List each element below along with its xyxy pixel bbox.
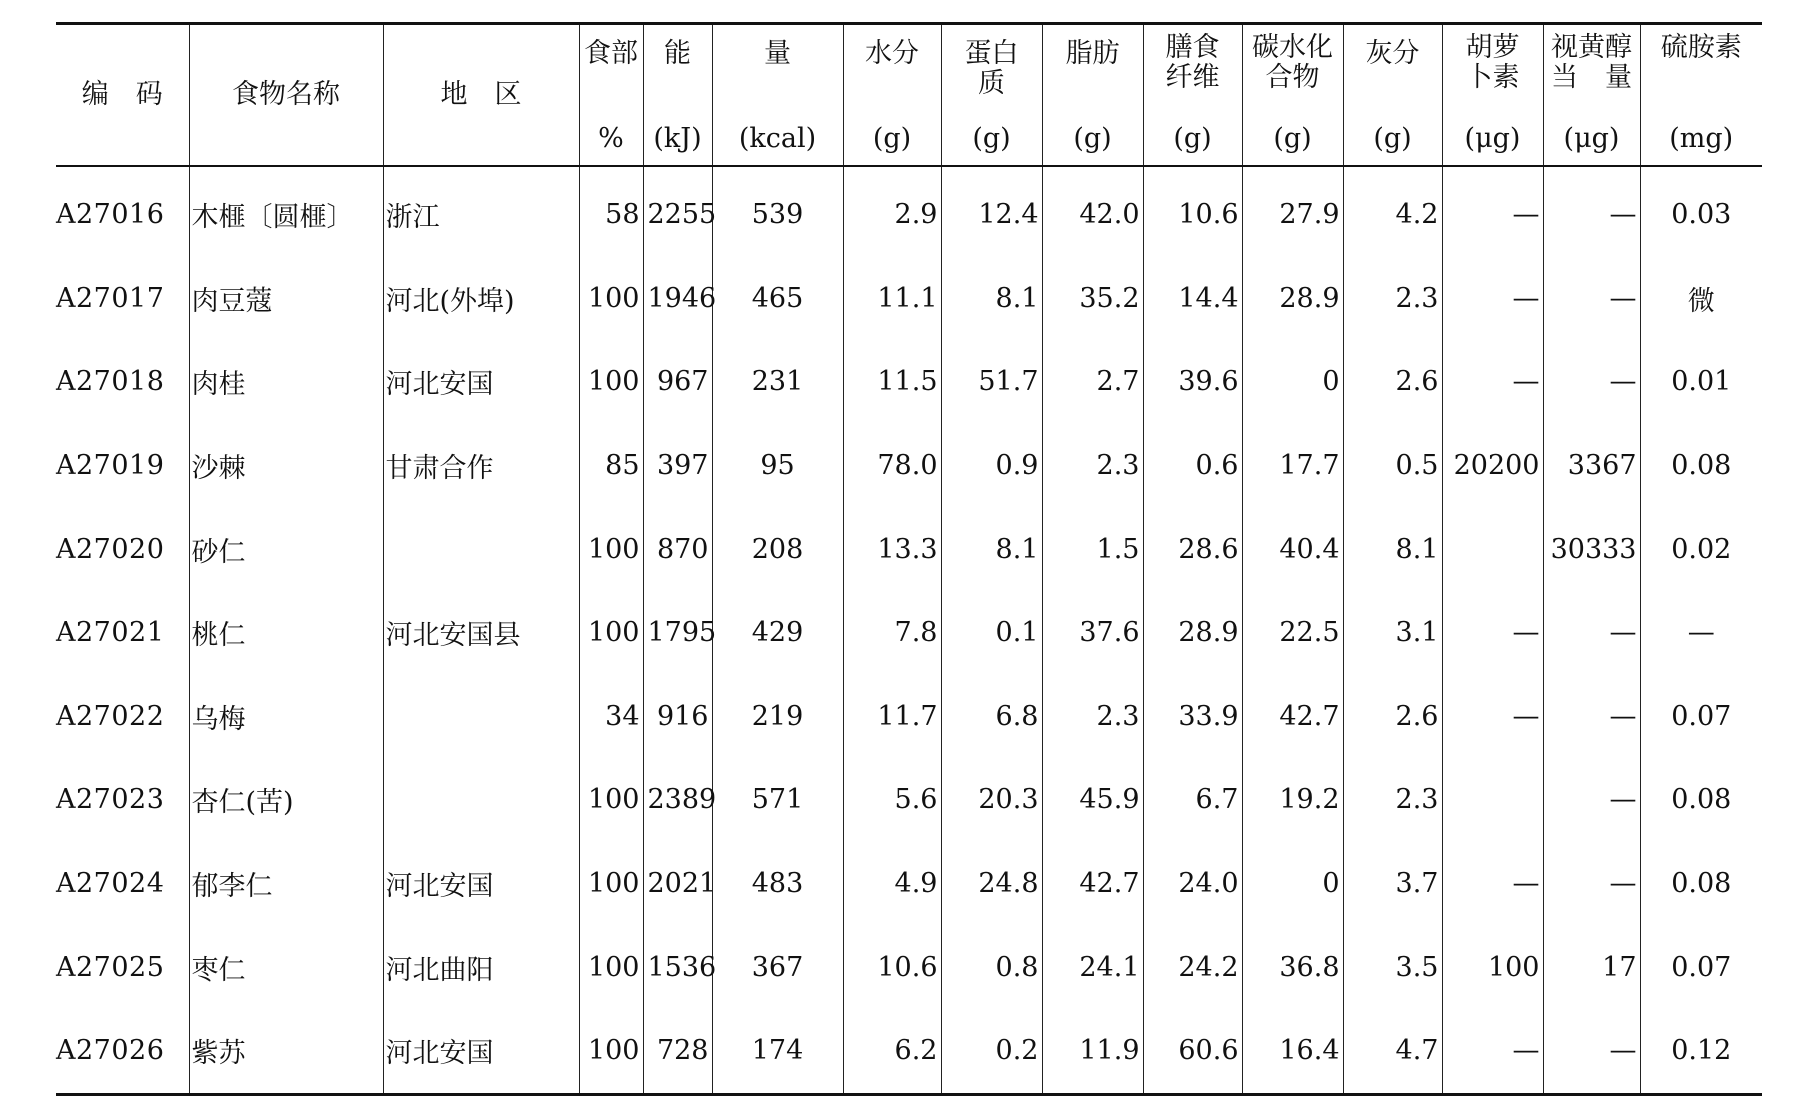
cell-fat: 1.5 bbox=[1042, 507, 1143, 591]
cell-fat: 37.6 bbox=[1042, 591, 1143, 675]
cell-fat: 2.3 bbox=[1042, 424, 1143, 508]
cell-code: A27016 bbox=[56, 199, 165, 231]
cell-retinol: — bbox=[1543, 257, 1640, 341]
header-fat-unit: (g) bbox=[1042, 113, 1143, 166]
cell-edible: 100 bbox=[579, 340, 643, 424]
cell-carb: 42.7 bbox=[1242, 675, 1343, 759]
cell-thiamine: 0.03 bbox=[1640, 166, 1762, 257]
cell-kj: 728 bbox=[643, 1009, 712, 1094]
table-row bbox=[56, 1009, 1762, 1094]
cell-carb: 19.2 bbox=[1242, 758, 1343, 842]
cell-fat: 45.9 bbox=[1042, 758, 1143, 842]
header-retinol-unit: (μg) bbox=[1543, 113, 1640, 166]
cell-region bbox=[383, 507, 579, 591]
nutrition-table bbox=[56, 22, 1762, 1096]
cell-thiamine: 0.02 bbox=[1640, 507, 1762, 591]
header-kj-unit: (kJ) bbox=[643, 113, 712, 166]
cell-ash: 4.7 bbox=[1343, 1009, 1442, 1094]
cell-kcal: 539 bbox=[712, 166, 843, 257]
cell-protein: 8.1 bbox=[941, 507, 1042, 591]
cell-fiber: 39.6 bbox=[1143, 340, 1242, 424]
cell-ash: 8.1 bbox=[1343, 507, 1442, 591]
cell-fat: 35.2 bbox=[1042, 257, 1143, 341]
cell-region bbox=[383, 675, 579, 759]
cell-water: 4.9 bbox=[843, 842, 941, 926]
table-row bbox=[56, 842, 1762, 926]
cell-carb: 17.7 bbox=[1242, 424, 1343, 508]
cell-retinol: — bbox=[1543, 758, 1640, 842]
cell-region: 浙江 bbox=[383, 166, 579, 257]
cell-code: A27022 bbox=[56, 700, 165, 732]
cell-name: 紫苏 bbox=[189, 1009, 383, 1094]
cell-code: A27021 bbox=[56, 617, 165, 649]
cell-thiamine: 0.08 bbox=[1640, 842, 1762, 926]
cell-kj: 1795 bbox=[643, 591, 712, 675]
header-carb-unit: (g) bbox=[1242, 113, 1343, 166]
cell-carb: 22.5 bbox=[1242, 591, 1343, 675]
header-edible-unit: % bbox=[579, 113, 643, 166]
cell-retinol: 17 bbox=[1543, 925, 1640, 1009]
cell-protein: 24.8 bbox=[941, 842, 1042, 926]
cell-carotene: 20200 bbox=[1442, 424, 1543, 508]
cell-water: 78.0 bbox=[843, 424, 941, 508]
cell-retinol: — bbox=[1543, 842, 1640, 926]
cell-ash: 2.3 bbox=[1343, 257, 1442, 341]
cell-code: A27019 bbox=[56, 450, 165, 482]
cell-name: 砂仁 bbox=[189, 507, 383, 591]
cell-water: 5.6 bbox=[843, 758, 941, 842]
cell-carb: 28.9 bbox=[1242, 257, 1343, 341]
cell-carb: 0 bbox=[1242, 340, 1343, 424]
cell-fiber: 6.7 bbox=[1143, 758, 1242, 842]
header-retinol-equivalent: 视黄醇当 量 bbox=[1543, 24, 1640, 114]
cell-water: 6.2 bbox=[843, 1009, 941, 1094]
table-row bbox=[56, 507, 1762, 591]
cell-edible: 100 bbox=[579, 925, 643, 1009]
header-ash-unit: (g) bbox=[1343, 113, 1442, 166]
header-water: 水分 bbox=[843, 24, 941, 114]
table-row bbox=[56, 925, 1762, 1009]
cell-protein: 0.2 bbox=[941, 1009, 1042, 1094]
cell-retinol: — bbox=[1543, 591, 1640, 675]
cell-region: 河北安国 bbox=[383, 340, 579, 424]
header-fiber-unit: (g) bbox=[1143, 113, 1242, 166]
cell-water: 2.9 bbox=[843, 166, 941, 257]
cell-region: 河北安国 bbox=[383, 842, 579, 926]
cell-name: 桃仁 bbox=[189, 591, 383, 675]
header-protein: 蛋白质 bbox=[941, 24, 1042, 114]
cell-carb: 27.9 bbox=[1242, 166, 1343, 257]
cell-thiamine: 微 bbox=[1640, 257, 1762, 341]
table-row bbox=[56, 424, 1762, 508]
cell-kj: 397 bbox=[643, 424, 712, 508]
header-kcal-unit: (kcal) bbox=[712, 113, 843, 166]
cell-code: A27025 bbox=[56, 951, 165, 983]
cell-ash: 0.5 bbox=[1343, 424, 1442, 508]
cell-protein: 20.3 bbox=[941, 758, 1042, 842]
header-carotene: 胡萝卜素 bbox=[1442, 24, 1543, 114]
cell-kj: 1536 bbox=[643, 925, 712, 1009]
cell-retinol: — bbox=[1543, 675, 1640, 759]
table-row bbox=[56, 675, 1762, 759]
header-region: 地 区 bbox=[383, 24, 579, 167]
cell-name: 沙棘 bbox=[189, 424, 383, 508]
cell-ash: 2.6 bbox=[1343, 675, 1442, 759]
cell-kcal: 174 bbox=[712, 1009, 843, 1094]
cell-code: A27023 bbox=[56, 784, 165, 816]
cell-fiber: 24.2 bbox=[1143, 925, 1242, 1009]
cell-thiamine: 0.08 bbox=[1640, 758, 1762, 842]
cell-ash: 3.5 bbox=[1343, 925, 1442, 1009]
header-food-name: 食物名称 bbox=[189, 24, 383, 167]
cell-carb: 16.4 bbox=[1242, 1009, 1343, 1094]
cell-fat: 2.7 bbox=[1042, 340, 1143, 424]
cell-edible: 100 bbox=[579, 758, 643, 842]
cell-kj: 870 bbox=[643, 507, 712, 591]
cell-water: 11.1 bbox=[843, 257, 941, 341]
cell-kj: 2021 bbox=[643, 842, 712, 926]
cell-region bbox=[383, 758, 579, 842]
cell-carb: 0 bbox=[1242, 842, 1343, 926]
header-edible-portion: 食部 bbox=[579, 24, 643, 114]
header-thiamine: 硫胺素 bbox=[1640, 24, 1762, 114]
cell-code: A27020 bbox=[56, 533, 165, 565]
cell-carotene: — bbox=[1442, 675, 1543, 759]
cell-protein: 12.4 bbox=[941, 166, 1042, 257]
cell-fiber: 28.6 bbox=[1143, 507, 1242, 591]
cell-ash: 2.3 bbox=[1343, 758, 1442, 842]
cell-region: 甘肃合作 bbox=[383, 424, 579, 508]
cell-name: 杏仁(苦) bbox=[189, 758, 383, 842]
cell-protein: 8.1 bbox=[941, 257, 1042, 341]
cell-ash: 3.7 bbox=[1343, 842, 1442, 926]
header-energy-liang: 量 bbox=[712, 24, 843, 114]
cell-fiber: 10.6 bbox=[1143, 166, 1242, 257]
cell-kj: 2389 bbox=[643, 758, 712, 842]
header-code: 编 码 bbox=[81, 79, 163, 110]
cell-water: 10.6 bbox=[843, 925, 941, 1009]
cell-name: 木榧〔圆榧〕 bbox=[189, 166, 383, 257]
cell-carotene: — bbox=[1442, 591, 1543, 675]
cell-fiber: 24.0 bbox=[1143, 842, 1242, 926]
cell-protein: 0.8 bbox=[941, 925, 1042, 1009]
cell-region: 河北曲阳 bbox=[383, 925, 579, 1009]
cell-fiber: 60.6 bbox=[1143, 1009, 1242, 1094]
cell-carotene bbox=[1442, 758, 1543, 842]
nutrition-table-container bbox=[56, 22, 1762, 1096]
cell-fat: 24.1 bbox=[1042, 925, 1143, 1009]
cell-fat: 42.0 bbox=[1042, 166, 1143, 257]
table-row bbox=[56, 758, 1762, 842]
cell-ash: 2.6 bbox=[1343, 340, 1442, 424]
table-row bbox=[56, 166, 1762, 257]
cell-kcal: 219 bbox=[712, 675, 843, 759]
cell-name: 肉桂 bbox=[189, 340, 383, 424]
cell-edible: 100 bbox=[579, 507, 643, 591]
cell-carb: 36.8 bbox=[1242, 925, 1343, 1009]
cell-protein: 0.1 bbox=[941, 591, 1042, 675]
cell-fiber: 0.6 bbox=[1143, 424, 1242, 508]
header-energy: 能 bbox=[643, 24, 712, 114]
cell-kj: 916 bbox=[643, 675, 712, 759]
cell-thiamine: 0.08 bbox=[1640, 424, 1762, 508]
cell-code: A27017 bbox=[56, 282, 165, 314]
cell-kcal: 465 bbox=[712, 257, 843, 341]
cell-kcal: 429 bbox=[712, 591, 843, 675]
cell-protein: 0.9 bbox=[941, 424, 1042, 508]
cell-water: 11.7 bbox=[843, 675, 941, 759]
cell-thiamine: 0.01 bbox=[1640, 340, 1762, 424]
table-header bbox=[56, 24, 1762, 167]
cell-retinol: — bbox=[1543, 166, 1640, 257]
cell-edible: 34 bbox=[579, 675, 643, 759]
cell-thiamine: 0.12 bbox=[1640, 1009, 1762, 1094]
cell-name: 肉豆蔻 bbox=[189, 257, 383, 341]
cell-ash: 4.2 bbox=[1343, 166, 1442, 257]
cell-region: 河北(外埠) bbox=[383, 257, 579, 341]
cell-kcal: 231 bbox=[712, 340, 843, 424]
cell-kj: 2255 bbox=[643, 166, 712, 257]
cell-carotene: — bbox=[1442, 1009, 1543, 1094]
header-carotene-unit: (μg) bbox=[1442, 113, 1543, 166]
header-water-unit: (g) bbox=[843, 113, 941, 166]
cell-fiber: 14.4 bbox=[1143, 257, 1242, 341]
cell-retinol: — bbox=[1543, 1009, 1640, 1094]
header-dietary-fiber: 膳食纤维 bbox=[1143, 24, 1242, 114]
cell-water: 7.8 bbox=[843, 591, 941, 675]
cell-retinol: — bbox=[1543, 340, 1640, 424]
cell-thiamine: 0.07 bbox=[1640, 675, 1762, 759]
cell-thiamine: 0.07 bbox=[1640, 925, 1762, 1009]
cell-region: 河北安国 bbox=[383, 1009, 579, 1094]
cell-thiamine: — bbox=[1640, 591, 1762, 675]
cell-edible: 58 bbox=[579, 166, 643, 257]
header-protein-unit: (g) bbox=[941, 113, 1042, 166]
table-row bbox=[56, 340, 1762, 424]
header-fat: 脂肪 bbox=[1042, 24, 1143, 114]
cell-code: A27024 bbox=[56, 868, 165, 900]
cell-fiber: 33.9 bbox=[1143, 675, 1242, 759]
cell-protein: 6.8 bbox=[941, 675, 1042, 759]
cell-edible: 100 bbox=[579, 1009, 643, 1094]
cell-retinol: 30333 bbox=[1543, 507, 1640, 591]
cell-carb: 40.4 bbox=[1242, 507, 1343, 591]
cell-retinol: 3367 bbox=[1543, 424, 1640, 508]
cell-water: 13.3 bbox=[843, 507, 941, 591]
cell-kcal: 208 bbox=[712, 507, 843, 591]
cell-protein: 51.7 bbox=[941, 340, 1042, 424]
cell-edible: 100 bbox=[579, 842, 643, 926]
cell-carotene: 100 bbox=[1442, 925, 1543, 1009]
cell-region: 河北安国县 bbox=[383, 591, 579, 675]
cell-kcal: 95 bbox=[712, 424, 843, 508]
cell-kj: 967 bbox=[643, 340, 712, 424]
header-ash: 灰分 bbox=[1343, 24, 1442, 114]
cell-fiber: 28.9 bbox=[1143, 591, 1242, 675]
cell-code: A27026 bbox=[56, 1035, 165, 1067]
cell-fat: 2.3 bbox=[1042, 675, 1143, 759]
cell-name: 乌梅 bbox=[189, 675, 383, 759]
header-carbohydrate: 碳水化合物 bbox=[1242, 24, 1343, 114]
cell-carotene: — bbox=[1442, 842, 1543, 926]
cell-edible: 100 bbox=[579, 257, 643, 341]
table-row bbox=[56, 257, 1762, 341]
cell-water: 11.5 bbox=[843, 340, 941, 424]
cell-kcal: 367 bbox=[712, 925, 843, 1009]
cell-carotene: — bbox=[1442, 257, 1543, 341]
cell-name: 枣仁 bbox=[189, 925, 383, 1009]
cell-fat: 11.9 bbox=[1042, 1009, 1143, 1094]
cell-ash: 3.1 bbox=[1343, 591, 1442, 675]
cell-fat: 42.7 bbox=[1042, 842, 1143, 926]
cell-kcal: 483 bbox=[712, 842, 843, 926]
table-body bbox=[56, 166, 1762, 1094]
cell-edible: 100 bbox=[579, 591, 643, 675]
cell-carotene bbox=[1442, 507, 1543, 591]
cell-name: 郁李仁 bbox=[189, 842, 383, 926]
cell-kcal: 571 bbox=[712, 758, 843, 842]
cell-kj: 1946 bbox=[643, 257, 712, 341]
cell-code: A27018 bbox=[56, 366, 165, 398]
table-row bbox=[56, 591, 1762, 675]
cell-carotene: — bbox=[1442, 340, 1543, 424]
header-thiamine-unit: (mg) bbox=[1640, 113, 1762, 166]
cell-edible: 85 bbox=[579, 424, 643, 508]
cell-carotene: — bbox=[1442, 166, 1543, 257]
